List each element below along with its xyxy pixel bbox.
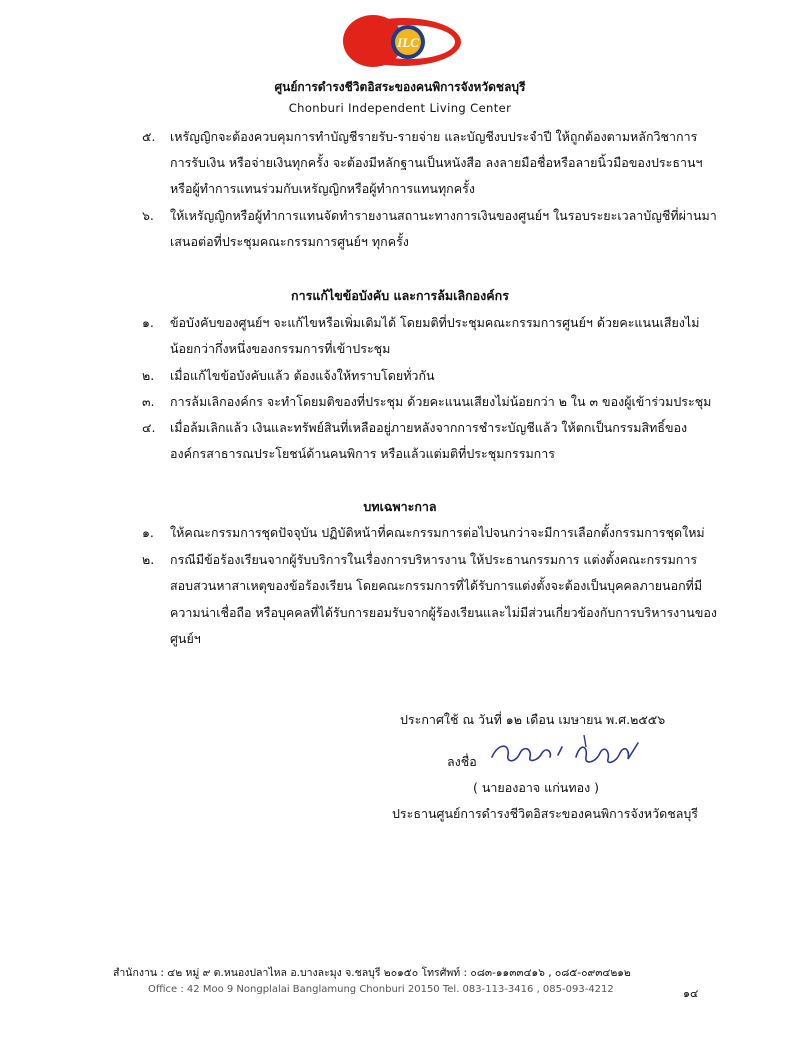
item-number: ๓. xyxy=(142,394,155,409)
item-line: องค์กรสาธารณประโยชน์ด้านคนพิการ หรือแล้วแต่มติที่ประชุมกรรมการ xyxy=(170,446,555,461)
logo-text: ILC xyxy=(397,35,419,50)
item-number: ๑. xyxy=(142,525,154,540)
item-number: ๕. xyxy=(142,129,156,144)
item-number: ๒. xyxy=(142,552,155,567)
section-heading-transitional: บทเฉพาะกาล xyxy=(363,499,437,514)
ilc-logo xyxy=(333,8,463,74)
item-line: ความน่าเชื่อถือ หรือบุคคลที่ได้รับการยอมรับจากผู้ร้องเรียนและไม่มีส่วนเกี่ยวข้องกับการบริหารงานของ xyxy=(170,605,718,620)
item-line: สอบสวนหาสาเหตุของข้อร้องเรียน โดยคณะกรรมการที่ได้รับการแต่งตั้งจะต้องเป็นบุคคลภายนอกที่มี xyxy=(170,578,703,593)
item-line: ข้อบังคับของศูนย์ฯ จะแก้ไขหรือเพิ่มเติมได้ โดยมติที่ประชุมคณะกรรมการศูนย์ฯ ด้วยคะแนนเสียงไม่ xyxy=(170,315,700,330)
item-line: เหรัญญิกจะต้องควบคุมการทำบัญชีรายรับ-รายจ่าย และบัญชีงบประจำปี ให้ถูกต้องตามหลักวิชาการ xyxy=(170,129,698,144)
item-line: น้อยกว่ากึ่งหนึ่งของกรรมการที่เข้าประชุม xyxy=(170,341,391,356)
item-line: เมื่อล้มเลิกแล้ว เงินและทรัพย์สินที่เหลืออยู่ภายหลังจากการชำระบัญชีแล้ว ให้ตกเป็นกรรมสิทธิ์ของ xyxy=(170,420,688,435)
item-number: ๖. xyxy=(142,208,154,223)
signer-name: ( นายองอาจ แก่นทอง ) xyxy=(473,780,600,795)
signature-text: นงอาจ แก่นทอง xyxy=(488,733,495,734)
footer-address-thai: สำนักงาน : ๔๒ หมู่ ๙ ต.หนองปลาไหล อ.บางละมุง จ.ชลบุรี ๒๐๑๕๐ โทรศัพท์ : ๐๘๓-๑๑๓๓๔๑๖ , ๐๘๕-๐๙๓๔๒๑๒ xyxy=(113,967,631,979)
org-name-english: Chonburi Independent Living Center xyxy=(288,101,512,115)
item-line: เสนอต่อที่ประชุมคณะกรรมการศูนย์ฯ ทุกครั้ง xyxy=(170,234,409,249)
signer-position: ประธานศูนย์การดำรงชีวิตอิสระของคนพิการจังหวัดชลบุรี xyxy=(392,806,698,821)
item-number: ๒. xyxy=(142,368,155,383)
item-line: เมื่อแก้ไขข้อบังคับแล้ว ต้องแจ้งให้ทราบโดยทั่วกัน xyxy=(170,368,435,383)
item-line: ศูนย์ฯ xyxy=(170,631,201,646)
page-number: ๑๔ xyxy=(683,987,699,1000)
footer-address-english: Office : 42 Moo 9 Nongplalai Banglamung Chonburi 20150 Tel. 083-113-3416 , 085-093-4212 xyxy=(148,984,614,995)
item-line: กรณีมีข้อร้องเรียนจากผู้รับบริการในเรื่องการบริหารงาน ให้ประธานกรรมการ แต่งตั้งคณะกรรมการ xyxy=(170,552,698,567)
section-heading-amendment: การแก้ไขข้อบังคับ และการล้มเลิกองค์กร xyxy=(291,288,509,303)
item-line: การรับเงิน หรือจ่ายเงินทุกครั้ง จะต้องมีหลักฐานเป็นหนังสือ ลงลายมือชื่อหรือลายนิ้วมือของประธานฯ xyxy=(170,155,703,170)
announce-date: ประกาศใช้ ณ วันที่ ๑๒ เดือน เมษายน พ.ศ.๒๕๕๖ xyxy=(400,712,666,727)
handwritten-signature xyxy=(488,733,648,773)
item-line: หรือผู้ทำการแทนร่วมกับเหรัญญิกหรือผู้ทำการแทนทุกครั้ง xyxy=(170,181,475,196)
org-name-thai: ศูนย์การดำรงชีวิตอิสระของคนพิการจังหวัดชลบุรี xyxy=(274,80,526,94)
item-number: ๑. xyxy=(142,315,154,330)
sign-label: ลงชื่อ xyxy=(447,754,477,769)
item-number: ๔. xyxy=(142,420,156,435)
item-line: ให้เหรัญญิกหรือผู้ทำการแทนจัดทำรายงานสถานะทางการเงินของศูนย์ฯ ในรอบระยะเวลาบัญชีที่ผ่านมา xyxy=(170,208,717,223)
item-line: การล้มเลิกองค์กร จะทำโดยมติของที่ประชุม ด้วยคะแนนเสียงไม่น้อยกว่า ๒ ใน ๓ ของผู้เข้าร่วมประชุม xyxy=(170,394,712,409)
item-line: ให้คณะกรรมการชุดปัจจุบัน ปฏิบัติหน้าที่คณะกรรมการต่อไปจนกว่าจะมีการเลือกตั้งกรรมการชุดใหม่ xyxy=(170,525,705,540)
